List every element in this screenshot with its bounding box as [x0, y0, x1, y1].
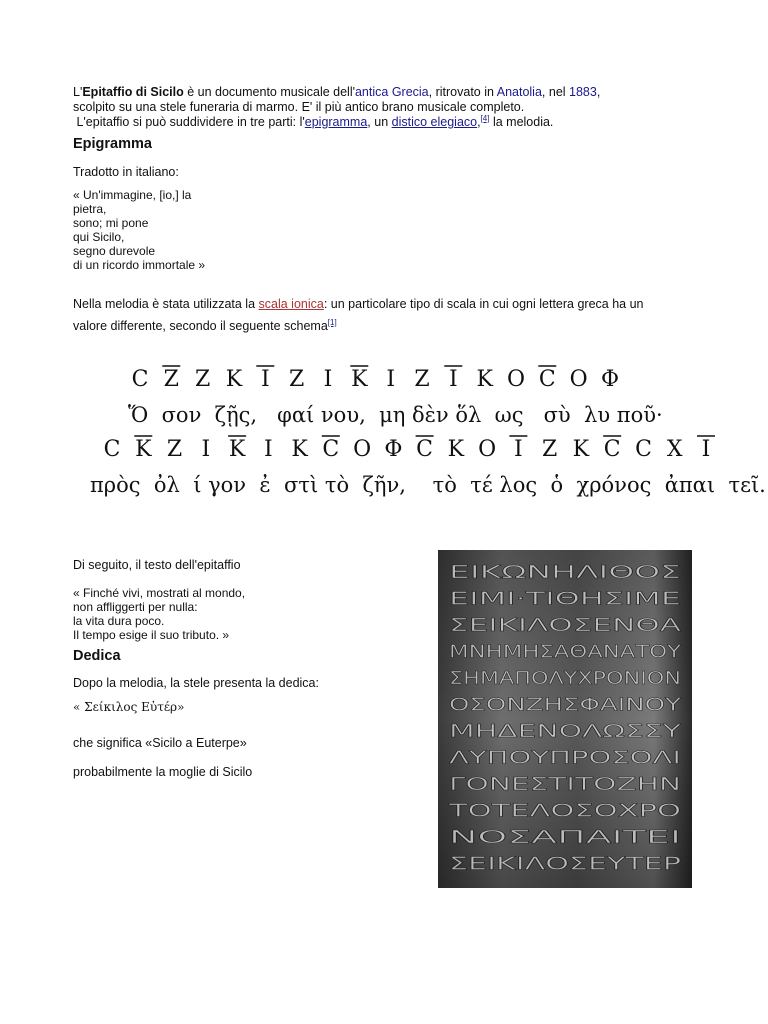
- stele-inscription-line: ΤΟΤΕΛΟΣΟΧΡΟ: [447, 800, 681, 822]
- heading-epigramma: Epigramma: [73, 136, 152, 152]
- article-title: Epitaffio di Sicilo: [82, 85, 184, 99]
- note-letter: C: [131, 367, 149, 392]
- intro-text-2: , ritrovato in: [428, 85, 497, 99]
- stele-inscription-line: ΝΟΣΑΠΑΙΤΕΙ: [449, 827, 681, 848]
- notation-row-1-notes: [132, 366, 619, 392]
- note-letter: C: [538, 367, 556, 392]
- note-letter: I: [386, 367, 396, 392]
- note-letter: Φ: [600, 367, 620, 392]
- intro-line-3b2: ,: [477, 115, 481, 129]
- intro-line-3c: la melodia.: [489, 115, 554, 129]
- note-letter: Z: [542, 437, 558, 462]
- stele-inscription-line: ΣΕΙΚΙΛΟΣΕΥΤΕΡ: [449, 853, 682, 875]
- stele-inscription-line: ΕΙΚΩΝΗΛΙΘΟΣ: [449, 562, 681, 583]
- note-letter: K: [447, 437, 465, 462]
- poem-line: non affliggerti per nulla:: [73, 600, 198, 614]
- poem-line: la vita dura poco.: [73, 614, 165, 628]
- melodia-text-3: valore differente, secondo il seguente schema: [73, 319, 328, 333]
- note-letter: K: [476, 367, 493, 392]
- stele-inscription-line: ΓΟΝΕΣΤΙΤΟΖΗΝ: [449, 774, 681, 795]
- note-letter: K: [572, 437, 590, 462]
- notation-row-1-lyrics: Ὅ σον ζῇς, φαί νου, μη δὲν ὅλ ως σὺ λυ ποῦ·: [128, 403, 663, 427]
- intro-text-4: ,: [596, 85, 601, 99]
- note-letter: O: [506, 367, 526, 392]
- poem-line: « Finché vivi, mostrati al mondo,: [73, 586, 246, 600]
- link-antica-grecia[interactable]: antica Grecia: [354, 85, 429, 99]
- link-anatolia[interactable]: Anatolia: [496, 85, 542, 99]
- stele-inscription-line: ΟΣΟΝΖΗΣΦΑΙΝΟΥ: [449, 694, 683, 716]
- reference-4[interactable]: [4]: [480, 113, 490, 123]
- note-letter: Z: [289, 367, 305, 392]
- testo-poem: [73, 586, 245, 642]
- note-letter: K: [351, 367, 368, 392]
- melodia-paragraph: [73, 293, 643, 337]
- intro-line-2: scolpito su una stele funeraria di marmo. E' il più antico brano musicale completo.: [73, 100, 525, 114]
- intro-line-3b: , un: [367, 115, 392, 129]
- note-letter: Z: [166, 437, 183, 462]
- stele-inscription-line: ΣΕΙΚΙΛΟΣΕΝΘΑ: [449, 615, 683, 636]
- dedica-meaning: che significa «Sicilo a Euterpe»: [73, 736, 247, 750]
- note-letter: K: [135, 437, 152, 462]
- melodia-text-2: : un particolare tipo di scala in cui ogni lettera greca ha un: [323, 297, 644, 311]
- testo-intro: Di seguito, il testo dell'epitaffio: [73, 558, 241, 572]
- notation-row-2-lyrics: πρὸς ὀλ ί γον ἐ στὶ τὸ ζῆν, τὸ τέ λος ὁ χρόνος ἀπαι τεῖ.: [90, 473, 766, 497]
- poem-line: qui Sicilo,: [73, 230, 125, 244]
- stele-inscription-line: ΜΗΔΕΝΟΛΩΣΣΥ: [449, 721, 683, 742]
- note-letter: C: [635, 437, 652, 462]
- epigramma-poem: [73, 188, 205, 272]
- note-letter: I: [201, 437, 211, 462]
- stele-inscription-line: ΕΙΜΙ·ΤΙΘΗΣΙΜΕ: [449, 588, 681, 610]
- translated-label: Tradotto in italiano:: [73, 165, 179, 179]
- note-letter: I: [448, 367, 458, 392]
- melodia-text-1: Nella melodia è stata utilizzata la: [73, 297, 259, 311]
- note-letter: X: [666, 437, 683, 462]
- note-letter: I: [701, 437, 711, 462]
- note-letter: Z: [163, 367, 179, 392]
- heading-dedica: Dedica: [73, 648, 121, 664]
- note-letter: K: [225, 367, 243, 392]
- intro-line-3a: L'epitaffio si può suddividere in tre parti: l': [73, 115, 305, 129]
- note-letter: K: [228, 437, 246, 462]
- note-letter: C: [416, 437, 434, 462]
- intro-text-1: è un documento musicale dell': [183, 85, 355, 99]
- stele-inscription-line: ΣΗΜΑΠΟΛΥΧΡΟΝΙΟΝ: [449, 668, 681, 689]
- poem-line: sono; mi pone: [73, 216, 149, 230]
- link-scala-ionica[interactable]: scala ionica: [258, 297, 324, 311]
- note-letter: I: [263, 437, 273, 462]
- stele-inscription-line: ΜΝΗΜΗΣΑΘΑΝΑΤΟΥ: [449, 641, 683, 663]
- poem-line: « Un'immagine, [io,] la: [73, 188, 192, 202]
- intro-prefix: L': [73, 85, 83, 99]
- note-letter: I: [323, 367, 333, 392]
- dedica-note: probabilmente la moglie di Sicilo: [73, 765, 253, 779]
- poem-line: di un ricordo immortale »: [73, 258, 206, 272]
- note-letter: O: [569, 367, 588, 392]
- link-epigramma[interactable]: epigramma: [304, 115, 368, 129]
- note-letter: I: [260, 367, 270, 392]
- link-1883[interactable]: 1883: [569, 85, 597, 99]
- dedica-greek: « Σείκιλος Εὐτέρ»: [73, 700, 185, 714]
- note-letter: C: [322, 437, 340, 462]
- stele-inscription-line: ΛΥΠΟΥΠΡΟΣΟΛΙ: [449, 747, 681, 769]
- intro-text-3: , nel: [541, 85, 570, 99]
- poem-line: Il tempo esige il suo tributo. »: [73, 628, 230, 642]
- poem-line: segno durevole: [73, 244, 156, 258]
- stele-photo: [438, 550, 692, 888]
- reference-1[interactable]: [1]: [327, 317, 337, 327]
- note-letter: Φ: [384, 437, 403, 462]
- link-distico-elegiaco[interactable]: distico elegiaco: [391, 115, 478, 129]
- notation-row-2-notes: [104, 436, 715, 462]
- note-letter: C: [103, 437, 121, 462]
- note-letter: O: [478, 437, 497, 462]
- intro-paragraph: [73, 85, 600, 130]
- note-letter: C: [603, 437, 621, 462]
- note-letter: I: [514, 437, 523, 462]
- dedica-line: Dopo la melodia, la stele presenta la dedica:: [73, 676, 319, 690]
- poem-line: pietra,: [73, 202, 107, 216]
- musical-notation-image: [0, 350, 768, 500]
- note-letter: Z: [414, 367, 430, 392]
- note-letter: K: [291, 437, 308, 462]
- note-letter: O: [353, 437, 372, 462]
- note-letter: Z: [195, 367, 211, 392]
